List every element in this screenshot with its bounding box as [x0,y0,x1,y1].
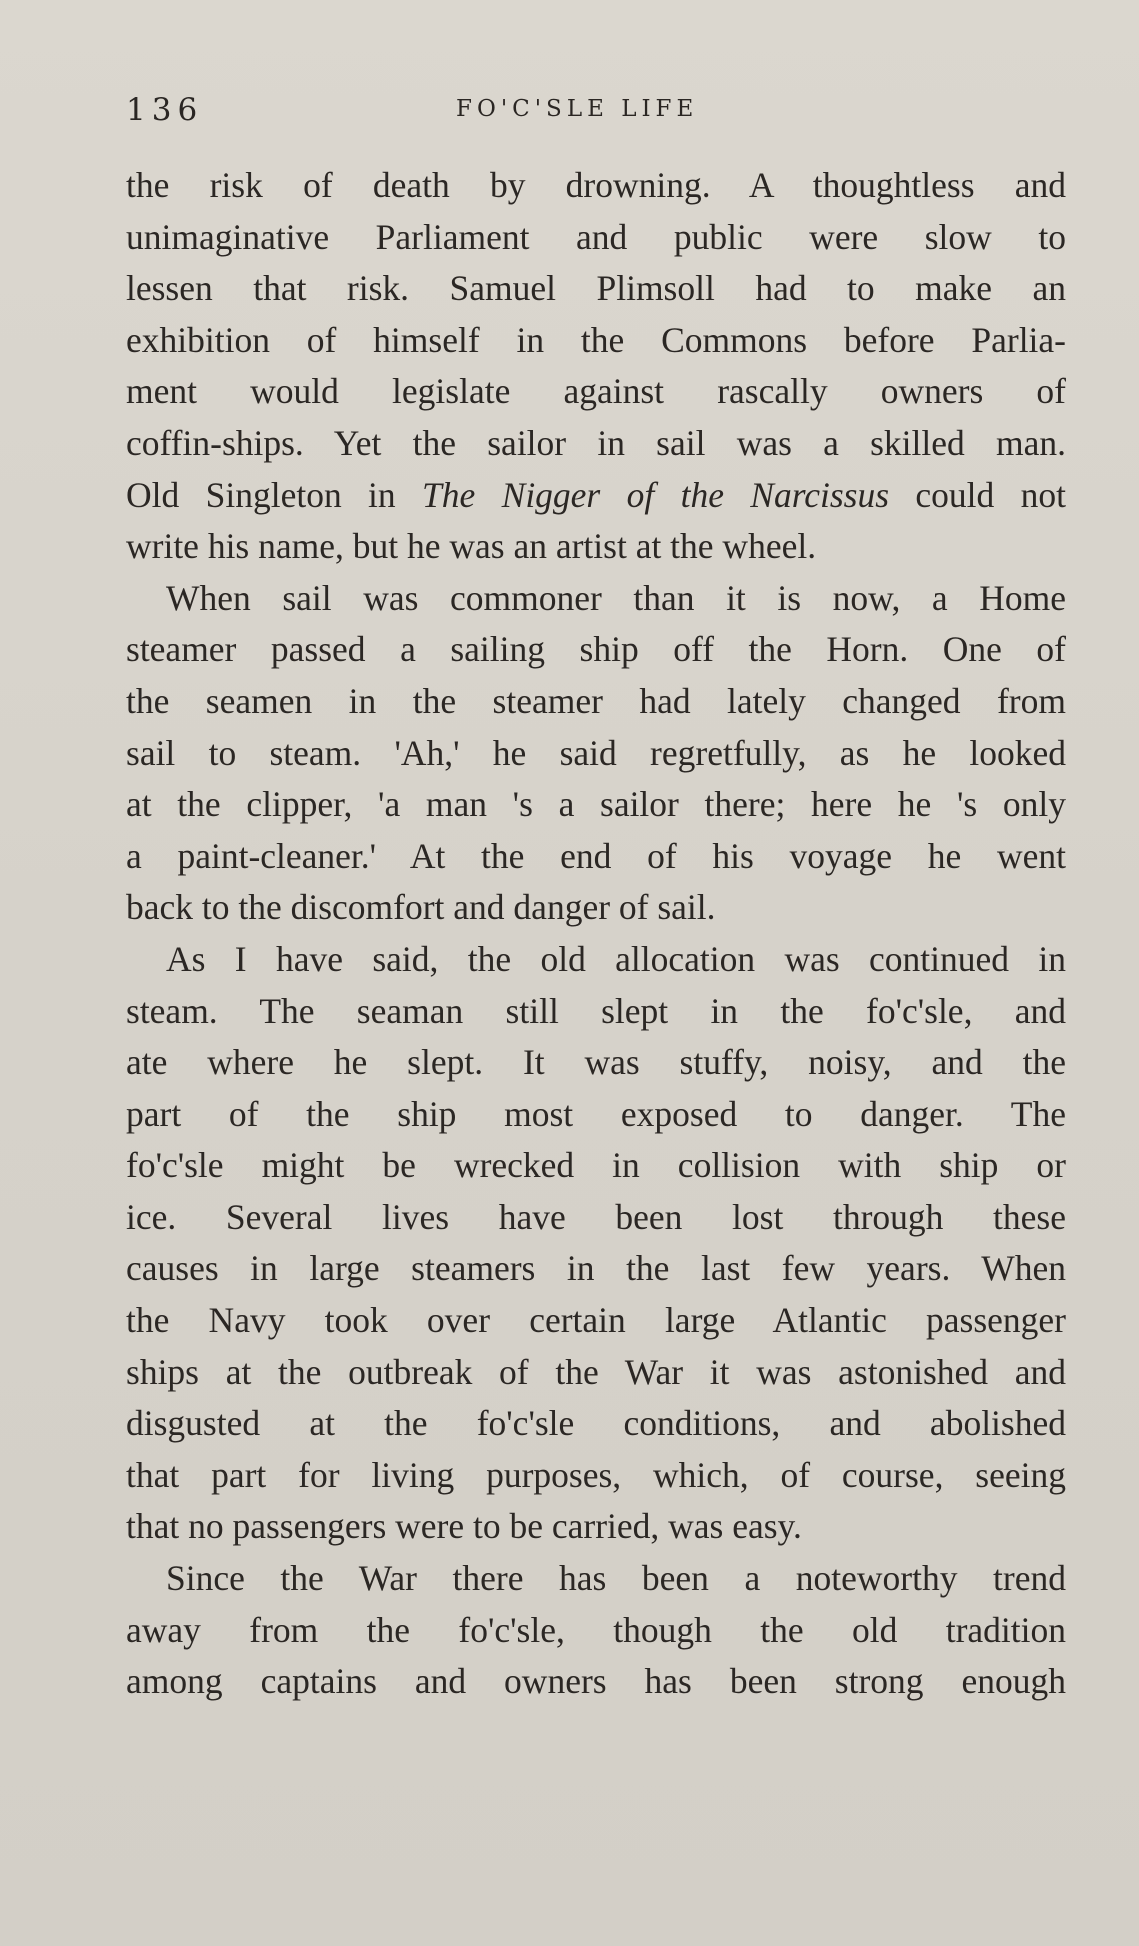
text-line: the seamen in the steamer had lately changed from [126,680,1066,721]
text-line: As I have said, the old allocation was continued in [166,938,1066,979]
text-line: ate where he slept. It was stuffy, noisy, and the [126,1042,1066,1083]
paragraph-4 [126,1553,1066,1708]
text-line: When sail was commoner than it is now, a Home [166,577,1066,618]
text-line: back to the discomfort and danger of sail. [126,887,716,928]
text-line: a paint-cleaner.' At the end of his voyage he went [126,835,1066,876]
text-line: disgusted at the fo'c'sle conditions, and abolished [126,1403,1066,1444]
text-line: part of the ship most exposed to danger. The [126,1093,1066,1134]
body-text [126,160,1066,1708]
text-line: steamer passed a sailing ship off the Horn. One of [126,629,1066,670]
text-line: that part for living purposes, which, of course, seeing [126,1454,1066,1495]
text-line: that no passengers were to be carried, was easy. [126,1506,802,1547]
text-fragment: could not [889,474,1067,515]
text-line: exhibition of himself in the Commons before Parlia- [126,319,1066,360]
page-number: 136 [126,92,204,128]
text-line: unimaginative Parliament and public were slow to [126,216,1066,257]
paragraph-2 [126,573,1066,934]
text-line: steam. The seaman still slept in the fo'c'sle, and [126,990,1066,1031]
paragraph-3 [126,934,1066,1553]
text-line: write his name, but he was an artist at the wheel. [126,526,817,567]
text-line: fo'c'sle might be wrecked in collision with ship or [126,1145,1066,1186]
text-line: the risk of death by drowning. A thoughtless and [126,165,1066,205]
text-line: sail to steam. 'Ah,' he said regretfully, as he looked [126,732,1066,773]
text-line: causes in large steamers in the last few years. When [126,1248,1066,1289]
text-line: coffin-ships. Yet the sailor in sail was a skilled man. [126,422,1066,463]
text-line: among captains and owners has been strong enough [126,1661,1066,1702]
text-line: ships at the outbreak of the War it was astonished and [126,1351,1066,1392]
text-line: at the clipper, 'a man 's a sailor there; here he 's only [126,784,1066,825]
text-line: the Navy took over certain large Atlantic passenger [126,1300,1066,1341]
text-line: Since the War there has been a noteworthy trend [166,1558,1066,1599]
text-fragment: Old Singleton in [126,474,423,515]
text-line: lessen that risk. Samuel Plimsoll had to make an [126,268,1066,309]
text-line: ment would legislate against rascally owners of [126,371,1066,412]
running-head [126,92,1066,142]
paragraph-1 [126,160,1066,573]
running-title: FO'C'SLE LIFE [456,96,699,122]
text-line-with-title [126,470,1066,522]
text-line: ice. Several lives have been lost through these [126,1196,1066,1237]
book-title: The Nigger of the Narcissus [422,474,890,515]
text-line: away from the fo'c'sle, though the old tradition [126,1609,1066,1650]
